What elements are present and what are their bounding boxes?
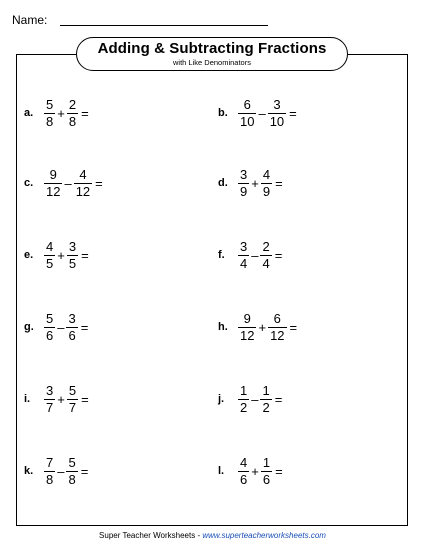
operator: – <box>258 105 266 121</box>
problem-d <box>218 165 283 201</box>
operator: + <box>258 319 267 335</box>
numerator: 3 <box>46 382 54 398</box>
fraction-2 <box>268 98 286 129</box>
fraction-2 <box>261 168 272 199</box>
worksheet-title: Adding & Subtracting Fractions <box>97 40 327 57</box>
numerator: 3 <box>273 96 281 112</box>
problem-label: j. <box>218 393 225 405</box>
problem-label: g. <box>24 321 34 333</box>
denominator: 6 <box>68 327 76 343</box>
denominator: 4 <box>262 255 270 271</box>
problem-a <box>24 95 89 131</box>
numerator: 7 <box>46 454 54 470</box>
fraction-2 <box>67 384 78 415</box>
problem-f <box>218 237 282 273</box>
fraction-2 <box>67 98 78 129</box>
fraction-2 <box>268 312 286 343</box>
equals-sign: = <box>95 175 103 191</box>
operator: – <box>57 319 65 335</box>
equals-sign: = <box>80 319 89 335</box>
footer-brand: Super Teacher Worksheets <box>99 531 196 540</box>
fraction-1 <box>44 98 55 129</box>
numerator: 4 <box>240 454 248 470</box>
fraction-1 <box>44 312 55 343</box>
operator: – <box>251 391 259 407</box>
numerator: 2 <box>68 96 77 112</box>
denominator: 12 <box>240 327 255 343</box>
numerator: 5 <box>46 96 54 112</box>
problem-k <box>24 453 88 489</box>
operator: + <box>57 105 65 121</box>
problem-label: i. <box>24 393 31 405</box>
problem-j <box>218 381 282 417</box>
equals-sign: = <box>274 391 283 407</box>
problem-label: e. <box>24 249 34 261</box>
problem-label: b. <box>218 107 228 119</box>
denominator: 8 <box>46 113 54 129</box>
fraction-1 <box>238 456 249 487</box>
equals-sign: = <box>81 247 89 263</box>
numerator: 3 <box>68 238 77 254</box>
footer-url-link[interactable]: www.superteacherworksheets.com <box>202 531 326 540</box>
denominator: 2 <box>262 399 270 415</box>
denominator: 12 <box>46 183 61 199</box>
denominator: 8 <box>68 471 76 487</box>
problem-label: c. <box>24 177 34 189</box>
denominator: 5 <box>68 255 77 271</box>
fraction-2 <box>261 456 272 487</box>
equals-sign: = <box>274 247 283 263</box>
problem-b <box>218 95 297 131</box>
denominator: 8 <box>46 471 54 487</box>
footer-separator: - <box>195 531 203 540</box>
fraction-2 <box>66 456 77 487</box>
numerator: 2 <box>262 238 270 254</box>
denominator: 7 <box>46 399 54 415</box>
denominator: 9 <box>240 183 248 199</box>
numerator: 5 <box>68 382 77 398</box>
numerator: 1 <box>262 454 271 470</box>
denominator: 8 <box>68 113 77 129</box>
fraction-1 <box>238 98 256 129</box>
numerator: 3 <box>240 166 248 182</box>
operator: + <box>251 175 259 191</box>
fraction-1 <box>44 384 55 415</box>
operator: – <box>57 463 65 479</box>
denominator: 6 <box>240 471 248 487</box>
fraction-1 <box>238 168 249 199</box>
fraction-1 <box>238 240 249 271</box>
operator: + <box>57 391 65 407</box>
numerator: 4 <box>46 238 54 254</box>
name-line <box>60 25 268 26</box>
operator: – <box>64 175 72 191</box>
fraction-1 <box>238 312 256 343</box>
denominator: 10 <box>240 113 255 129</box>
problem-label: l. <box>218 465 225 477</box>
equals-sign: = <box>80 463 89 479</box>
problem-i <box>24 381 89 417</box>
denominator: 12 <box>75 183 91 199</box>
denominator: 6 <box>262 471 271 487</box>
fraction-1 <box>44 240 55 271</box>
equals-sign: = <box>289 319 298 335</box>
numerator: 6 <box>243 96 251 112</box>
numerator: 6 <box>273 310 281 326</box>
numerator: 4 <box>262 166 271 182</box>
equals-sign: = <box>275 175 283 191</box>
denominator: 7 <box>68 399 77 415</box>
name-label: Name: <box>12 13 48 27</box>
denominator: 5 <box>46 255 54 271</box>
numerator: 5 <box>46 310 54 326</box>
fraction-1 <box>44 168 62 199</box>
problem-g <box>24 309 88 345</box>
problem-label: a. <box>24 107 34 119</box>
numerator: 1 <box>240 382 248 398</box>
fraction-2 <box>66 312 77 343</box>
problem-h <box>218 309 297 345</box>
fraction-2 <box>74 168 92 199</box>
denominator: 9 <box>262 183 271 199</box>
problem-label: h. <box>218 321 228 333</box>
operator: – <box>251 247 259 263</box>
numerator: 9 <box>243 310 251 326</box>
fraction-2 <box>67 240 78 271</box>
problem-label: k. <box>24 465 34 477</box>
operator: + <box>57 247 65 263</box>
equals-sign: = <box>81 391 89 407</box>
worksheet-subtitle: with Like Denominators <box>173 58 251 67</box>
fraction-2 <box>260 240 271 271</box>
problem-label: f. <box>218 249 225 261</box>
fraction-1 <box>238 384 249 415</box>
numerator: 3 <box>68 310 76 326</box>
problem-c <box>24 165 103 201</box>
numerator: 4 <box>79 166 87 182</box>
fraction-2 <box>260 384 271 415</box>
problem-e <box>24 237 89 273</box>
problem-label: d. <box>218 177 228 189</box>
fraction-1 <box>44 456 55 487</box>
numerator: 1 <box>262 382 270 398</box>
numerator: 3 <box>240 238 248 254</box>
title-box <box>76 37 348 71</box>
denominator: 2 <box>240 399 248 415</box>
problem-l <box>218 453 283 489</box>
numerator: 5 <box>68 454 76 470</box>
denominator: 4 <box>240 255 248 271</box>
equals-sign: = <box>289 105 297 121</box>
denominator: 10 <box>269 113 285 129</box>
equals-sign: = <box>275 463 283 479</box>
equals-sign: = <box>81 105 89 121</box>
denominator: 6 <box>46 327 54 343</box>
denominator: 12 <box>270 327 285 343</box>
numerator: 9 <box>49 166 57 182</box>
footer <box>0 531 425 540</box>
operator: + <box>251 463 259 479</box>
